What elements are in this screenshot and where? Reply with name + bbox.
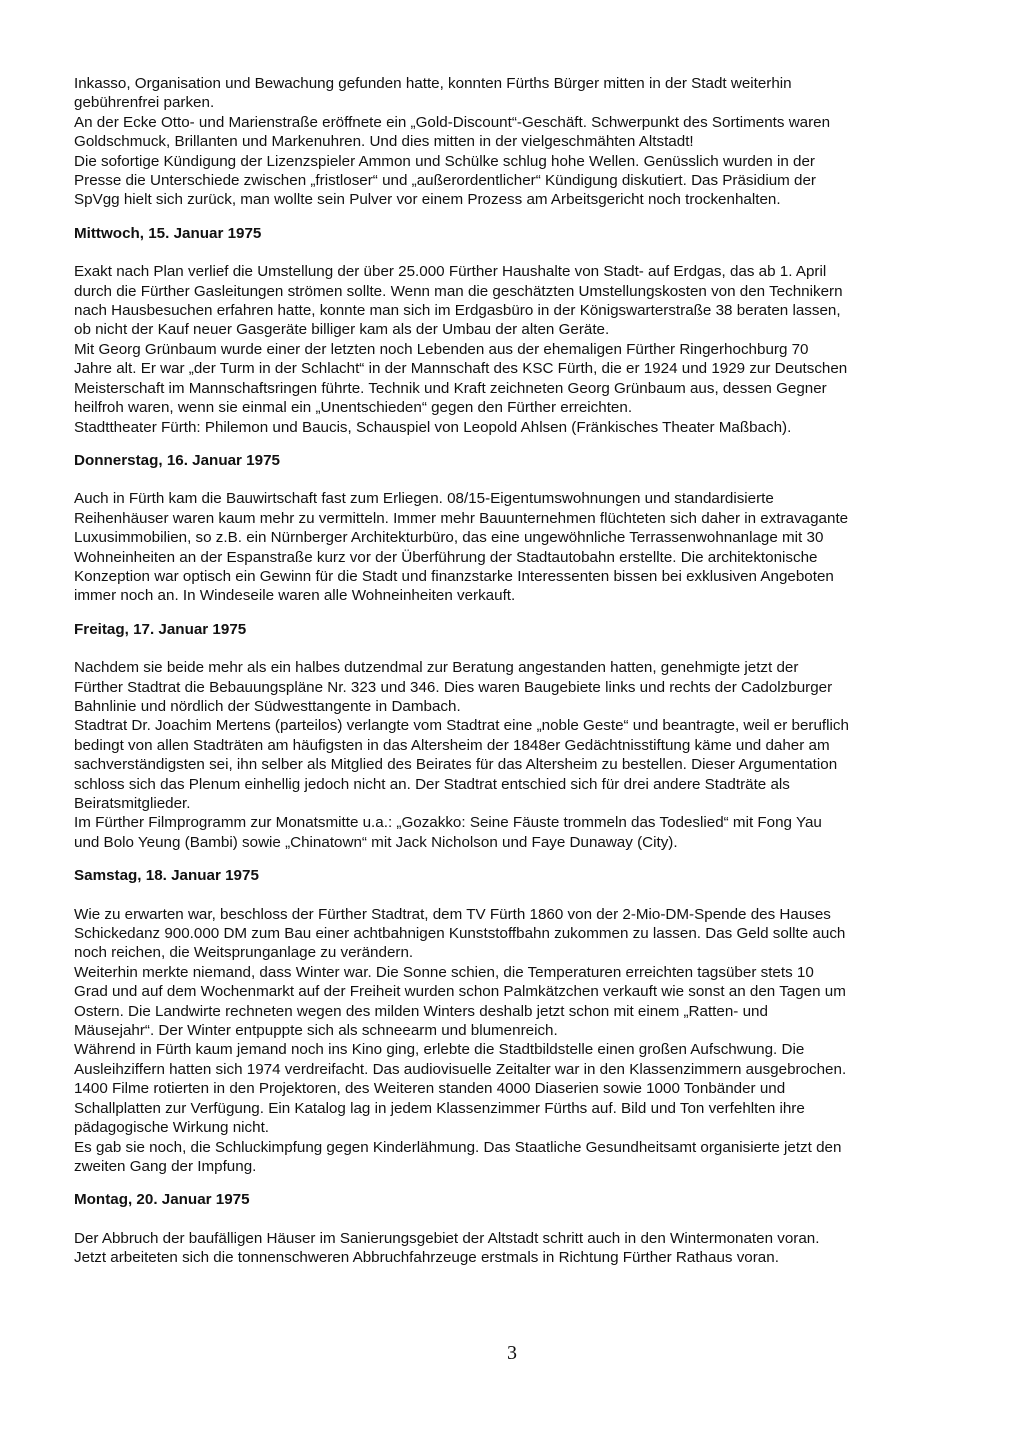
document-page [74,74,962,1268]
section-heading: Samstag, 18. Januar 1975 [74,867,259,885]
text-line: Auch in Fürth kam die Bauwirtschaft fast zum Erliegen. 08/15-Eigentumswohnungen und standardisierte [74,490,774,508]
text-line: Wohneinheiten an der Espanstraße kurz vor der Überführung der Stadtautobahn erstellte. Die architektonische [74,548,818,566]
text-line: Es gab sie noch, die Schluckimpfung gegen Kinderlähmung. Das Staatliche Gesundheitsamt organisierte jetzt den [74,1138,842,1156]
text-line: Presse die Unterschiede zwischen „fristloser“ und „außerordentlicher“ Kündigung diskutiert. Das Präsidium der [74,172,816,190]
text-line: Goldschmuck, Brillanten und Markenuhren. Und dies mitten in der vielgeschmähten Altstadt! [74,133,694,151]
text-line: Ostern. Die Landwirte rechneten wegen des milden Winters deshalb jetzt schon mit einem „Ratten- und [74,1002,768,1020]
section-montag [74,1176,962,1267]
text-line: Luxusimmobilien, so z.B. ein Nürnberger Architekturbüro, das eine ungewöhnliche Terrassenwohnanlage mit 30 [74,529,824,547]
text-line: gebührenfrei parken. [74,94,215,112]
text-line: Jetzt arbeiteten sich die tonnenschweren Abbruchfahrzeuge erstmals in Richtung Fürther Rathaus voran. [74,1249,779,1267]
text-line: Fürther Stadtrat die Bebauungspläne Nr. 323 und 346. Dies waren Baugebiete links und rechts der Cadolzburger [74,678,833,696]
text-line: pädagogische Wirkung nicht. [74,1119,270,1137]
text-line: Beiratsmitglieder. [74,795,191,812]
text-line: Die sofortige Kündigung der Lizenzspieler Ammon und Schülke schlug hohe Wellen. Genüsslich wurden in der [74,152,815,170]
text-line: Während in Fürth kaum jemand noch ins Kino ging, erlebte die Stadtbildstelle einen großen Aufschwung. Die [74,1041,805,1059]
text-line: heilfroh waren, wenn sie einmal ein „Unentschieden“ gegen den Fürther erreichten. [74,399,633,417]
text-line: Exakt nach Plan verlief die Umstellung der über 25.000 Fürther Haushalte von Stadt- auf Erdgas, das ab 1. April [74,263,827,281]
text-line: Mit Georg Grünbaum wurde einer der letzten noch Lebenden aus der ehemaligen Fürther Ringerhochburg 70 [74,340,809,358]
section-continuation [74,74,962,210]
text-line: Schickedanz 900.000 DM zum Bau einer achtbahnigen Kunststoffbahn zukommen zu lassen. Das Geld sollte auch [74,925,846,943]
text-line: sachverständigsten sei, ihn selber als Mitglied des Beirates für das Altersheim zu bestellen. Dieser Argumentation [74,756,838,774]
text-line: zweiten Gang der Impfung. [74,1157,257,1175]
section-heading: Montag, 20. Januar 1975 [74,1191,250,1209]
text-line: Der Abbruch der baufälligen Häuser im Sanierungsgebiet der Altstadt schritt auch in den Wintermonaten voran. [74,1229,820,1247]
section-freitag [74,606,962,852]
section-donnerstag [74,437,962,606]
text-line: Meisterschaft im Mannschaftsringen führte. Technik und Kraft zeichneten Georg Grünbaum aus, dessen Gegner [74,379,827,397]
section-heading: Mittwoch, 15. Januar 1975 [74,224,262,242]
text-line: Reihenhäuser waren kaum mehr zu vermitteln. Immer mehr Bauunternehmen flüchteten sich daher in extravagante [74,509,849,527]
text-line: Im Fürther Filmprogramm zur Monatsmitte u.a.: „Gozakko: Seine Fäuste trommeln das Todeslied“ mit Fong Yau [74,814,822,832]
section-heading: Donnerstag, 16. Januar 1975 [74,451,280,469]
text-line: An der Ecke Otto- und Marienstraße eröffnete ein „Gold-Discount“-Geschäft. Schwerpunkt des Sortiments waren [74,113,831,131]
text-line: Konzeption war optisch ein Gewinn für die Stadt und finanzstarke Interessenten bissen bei exklusiven Angeboten [74,567,834,585]
text-line: Weiterhin merkte niemand, dass Winter war. Die Sonne schien, die Temperaturen erreichten tagsüber stets 10 [74,963,814,981]
text-line: Stadttheater Fürth: Philemon und Baucis, Schauspiel von Leopold Ahlsen (Fränkisches Theater Maßbach). [74,418,792,436]
text-line: und Bolo Yeung (Bambi) sowie „Chinatown“ mit Jack Nicholson und Faye Dunaway (City). [74,833,678,851]
text-line: Nachdem sie beide mehr als ein halbes dutzendmal zur Beratung angestanden hatten, genehmigte jetzt der [74,659,799,677]
text-line: nach Hausbesuchen erfahren hatte, konnte man sich im Erdgasbüro in der Königswarterstraße 38 beraten lassen, [74,302,841,320]
section-mittwoch [74,210,962,437]
text-line: SpVgg hielt sich zurück, man wollte sein Pulver vor einem Prozess am Arbeitsgericht noch trockenhalten. [74,191,781,209]
text-line: immer noch an. In Windeseile waren alle Wohneinheiten verkauft. [74,587,516,605]
text-line: Jahre alt. Er war „der Turm in der Schlacht“ in der Mannschaft des KSC Fürth, die er 1924 und 1929 zur Deutschen [74,360,848,378]
text-line: Inkasso, Organisation und Bewachung gefunden hatte, konnten Fürths Bürger mitten in der Stadt weiterhin [74,75,792,92]
text-line: Wie zu erwarten war, beschloss der Fürther Stadtrat, dem TV Fürth 1860 von der 2-Mio-DM-Spende des Hauses [74,905,831,923]
section-samstag [74,852,962,1176]
text-line: Schallplatten zur Verfügung. Ein Katalog lag in jedem Klassenzimmer Fürths auf. Bild und Ton verfehlten ihre [74,1099,805,1117]
text-line: Ausleihziffern hatten sich 1974 verdreifacht. Das audiovisuelle Zeitalter war in den Klassenzimmern ausgebrochen. [74,1060,847,1078]
text-line: schloss sich das Plenum einhellig jedoch nicht an. Der Stadtrat entschied sich für drei andere Stadträte als [74,775,790,793]
section-heading: Freitag, 17. Januar 1975 [74,620,247,638]
text-line: bedingt von allen Stadträten am häufigsten in das Altersheim der 1848er Gedächtnisstiftung käme und daher am [74,736,830,754]
text-line: durch die Fürther Gasleitungen strömen sollte. Wenn man die geschätzten Umstellungskosten von den Technikern [74,282,843,300]
text-line: Stadtrat Dr. Joachim Mertens (parteilos) verlangte vom Stadtrat eine „noble Geste“ und beantragte, weil er beruflich [74,717,849,735]
text-line: 1400 Filme rotierten in den Projektoren, des Weiteren standen 4000 Diaserien sowie 1000 Tonbänder und [74,1080,786,1098]
text-line: Bahnlinie und nördlich der Südwesttangente in Dambach. [74,697,461,715]
text-line: Grad und auf dem Wochenmarkt auf der Freiheit wurden schon Palmkätzchen verkauft wie sonst an den Tagen um [74,983,846,1001]
text-line: ob nicht der Kauf neuer Gasgeräte billiger kam als der Umbau der alten Geräte. [74,321,610,339]
page-number: 3 [507,1342,517,1364]
text-line: Mäusejahr“. Der Winter entpuppte sich als schneearm und blumenreich. [74,1022,558,1040]
text-line: noch reichen, die Weitsprunganlage zu verändern. [74,944,414,962]
